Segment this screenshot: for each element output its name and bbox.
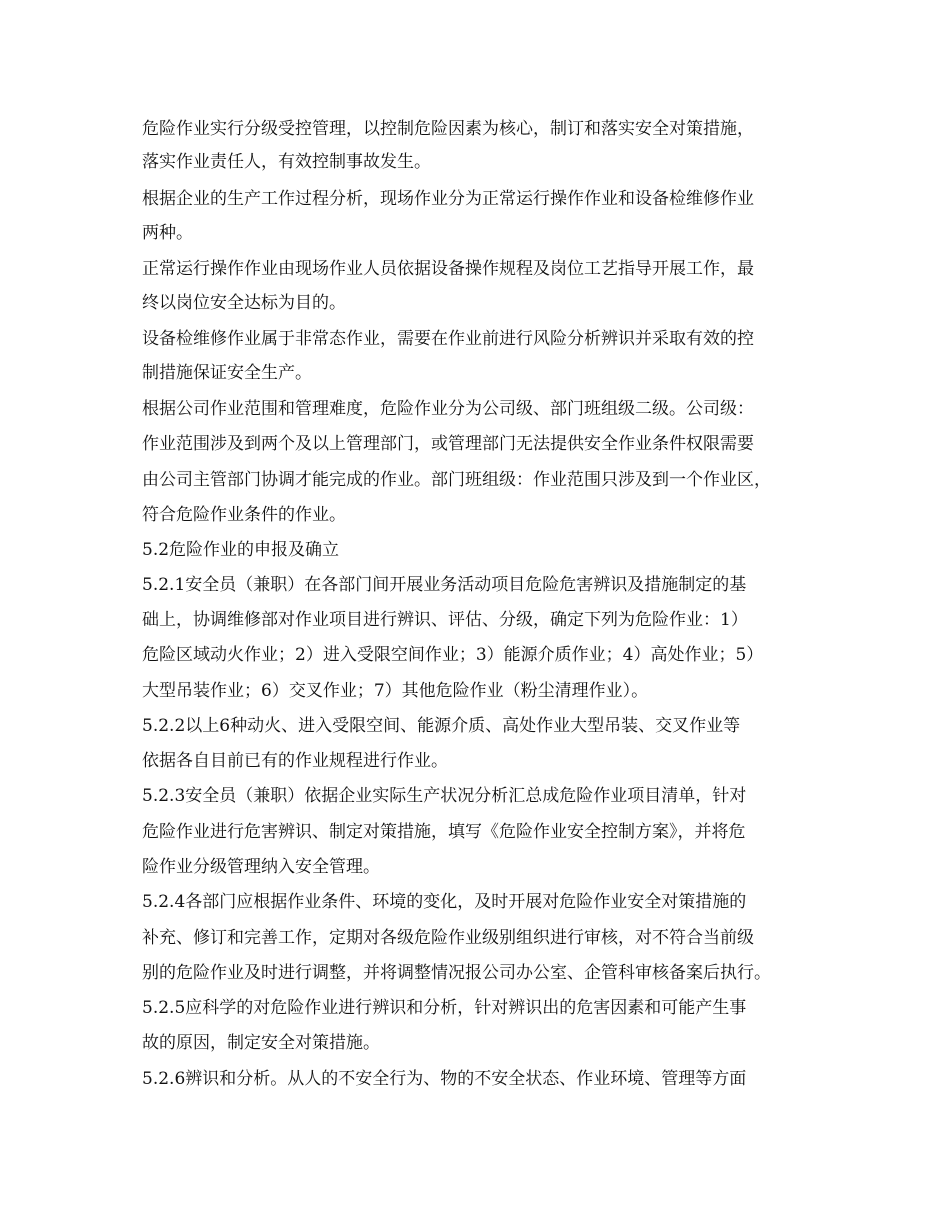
text-line: 5.2.4各部门应根据作业条件、环境的变化，及时开展对危险作业安全对策措施的 — [142, 892, 747, 912]
text-line: 落实作业责任人，有效控制事故发生。 — [142, 152, 431, 172]
text-line: 危险作业实行分级受控管理，以控制危险因素为核心，制订和落实安全对策措施， — [142, 119, 754, 139]
text-line: 终以岗位安全达标为目的。 — [142, 293, 346, 313]
section-heading: 5.2危险作业的申报及确立 — [142, 540, 340, 560]
text-line: 5.2.1安全员（兼职）在各部门间开展业务活动项目危险危害辨识及措施制定的基 — [142, 575, 747, 595]
text-line: 根据公司作业范围和管理难度，危险作业分为公司级、部门班组级二级。公司级： — [142, 399, 754, 419]
text-line: 别的危险作业及时进行调整，并将调整情况报公司办公室、企管科审核备案后执行。 — [142, 963, 771, 983]
text-line: 制措施保证安全生产。 — [142, 363, 312, 383]
text-line: 根据企业的生产工作过程分析，现场作业分为正常运行操作作业和设备检维修作业 — [142, 189, 754, 209]
text-line: 大型吊装作业；6）交叉作业；7）其他危险作业（粉尘清理作业）。 — [142, 681, 649, 701]
text-line: 故的原因，制定安全对策措施。 — [142, 1033, 380, 1053]
text-line: 5.2.5应科学的对危险作业进行辨识和分析，针对辨识出的危害因素和可能产生事 — [142, 998, 747, 1018]
text-line: 符合危险作业条件的作业。 — [142, 505, 346, 525]
text-line: 5.2.6辨识和分析。从人的不安全行为、物的不安全状态、作业环境、管理等方面 — [142, 1069, 747, 1089]
text-line: 由公司主管部门协调才能完成的作业。部门班组级：作业范围只涉及到一个作业区， — [142, 470, 771, 490]
text-line: 设备检维修作业属于非常态作业，需要在作业前进行风险分析辨识并采取有效的控 — [142, 329, 754, 349]
text-line: 础上，协调维修部对作业项目进行辨识、评估、分级，确定下列为危险作业：1） — [142, 610, 748, 630]
text-line: 险作业分级管理纳入安全管理。 — [142, 857, 380, 877]
text-line: 正常运行操作作业由现场作业人员依据设备操作规程及岗位工艺指导开展工作，最 — [142, 259, 754, 279]
text-line: 两种。 — [142, 223, 193, 243]
text-line: 补充、修订和完善工作，定期对各级危险作业级别组织进行审核，对不符合当前级 — [142, 928, 754, 948]
text-line: 危险区域动火作业；2）进入受限空间作业；3）能源介质作业；4）高处作业；5） — [142, 645, 764, 665]
text-line: 作业范围涉及到两个及以上管理部门，或管理部门无法提供安全作业条件权限需要 — [142, 434, 754, 454]
text-line: 依据各自目前已有的作业规程进行作业。 — [142, 751, 448, 771]
text-line: 5.2.3安全员（兼职）依据企业实际生产状况分析汇总成危险作业项目清单，针对 — [142, 786, 747, 806]
text-line: 危险作业进行危害辨识、制定对策措施，填写《危险作业安全控制方案》，并将危 — [142, 822, 746, 842]
text-line: 5.2.2以上6种动火、进入受限空间、能源介质、高处作业大型吊装、交叉作业等 — [142, 716, 741, 736]
